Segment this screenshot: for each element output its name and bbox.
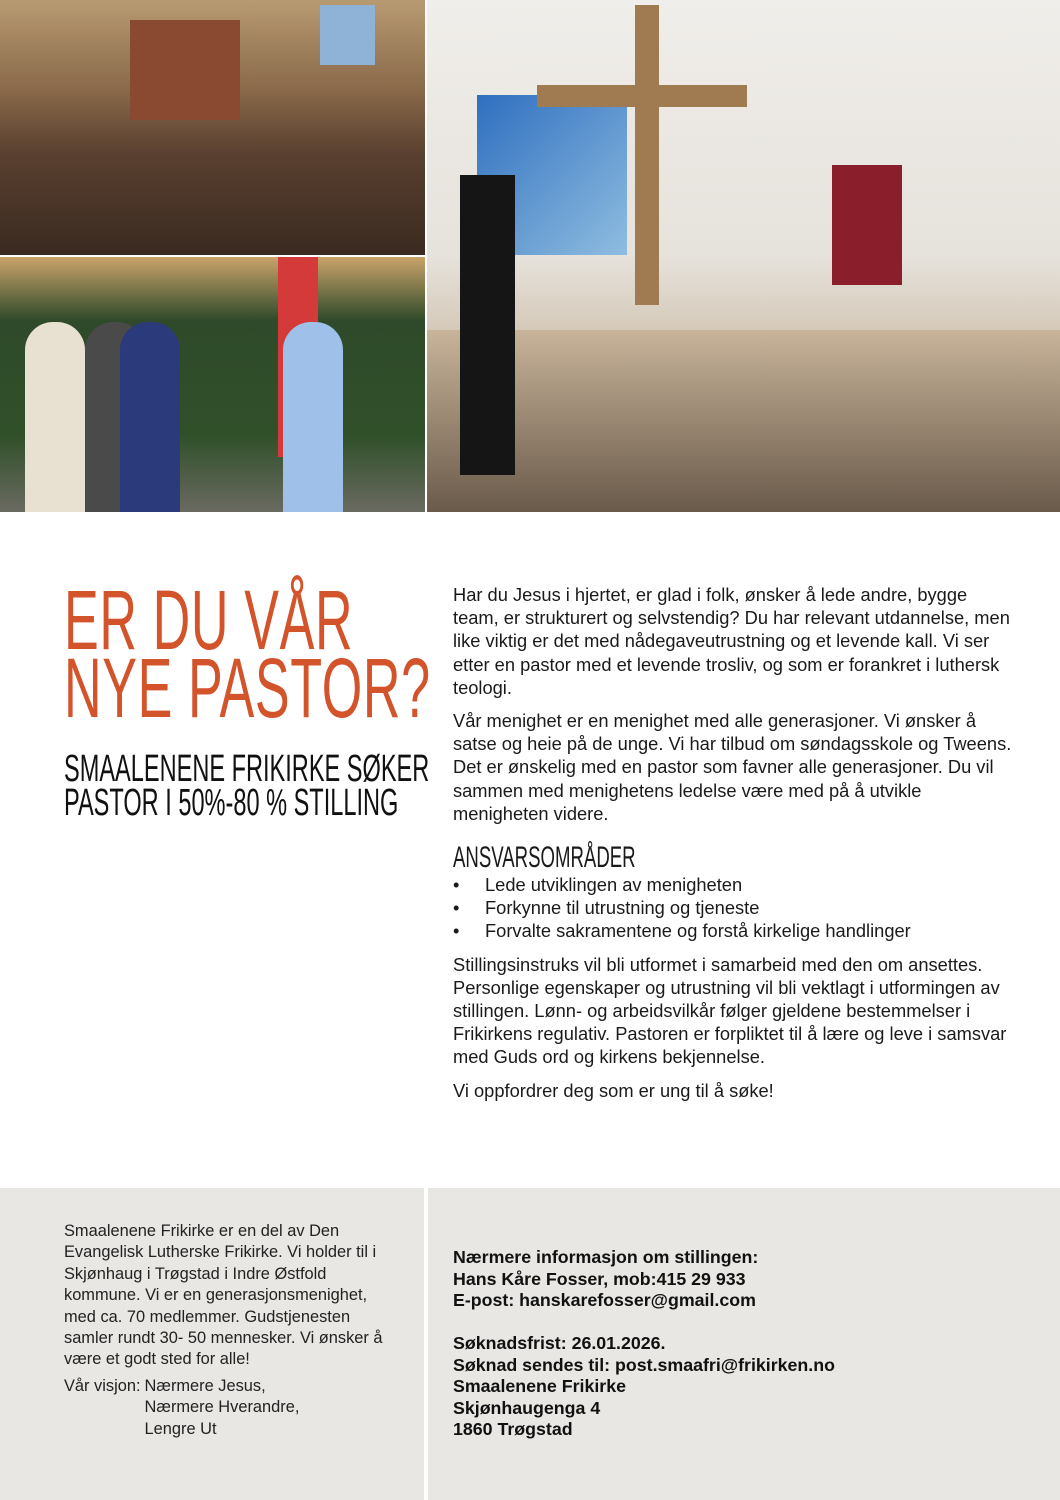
org-name: Smaalenene Frikirke: [453, 1376, 626, 1396]
contact-person: Hans Kåre Fosser, mob:415 29 933: [453, 1268, 746, 1289]
headline-line-1: ER DU VÅR: [64, 573, 354, 667]
photo-church-nativity-play: [427, 0, 1060, 512]
brick-wall: [130, 20, 240, 120]
responsibilities-heading: ANSVARSOMRÅDER: [453, 841, 636, 875]
vision-line: Lengre Ut: [144, 1419, 217, 1438]
congregation-paragraph: Vår menighet er en menighet med alle generasjoner. Vi ønsker å satse og heie på de unge. Vi har tilbud om søndagsskole og Tweens. Det er ønskelig med en pastor som favner alle generasjoner. Du vil sammen med menighetens ledelse være med på å utvikle menigheten videre.: [453, 710, 1012, 824]
list-item: • Lede utviklingen av menigheten: [453, 873, 1013, 896]
list-item: • Forvalte sakramentene og forstå kirkelige handlinger: [453, 919, 1013, 942]
person: [25, 322, 85, 512]
subheadline-line-2: PASTOR I 50%-80 % STILLING: [64, 782, 399, 824]
list-item: • Forkynne til utrustning og tjeneste: [453, 896, 1013, 919]
wooden-cross-beam: [537, 85, 747, 107]
footer-contact: [428, 1188, 1060, 1500]
person: [120, 322, 180, 512]
intro-paragraph: Har du Jesus i hjertet, er glad i folk, ønsker å lede andre, bygge team, er strukturert og selvstendig? Du har relevant utdannelse, men like viktig er det med nådegaveutrustning og et levende kall. Vi ser etter en pastor med et levende trosliv, og som er forankret i luthersk teologi.: [453, 584, 1010, 698]
stage: [427, 330, 1060, 512]
vision: [64, 1376, 400, 1440]
subheadline-line-1: SMAALENENE FRIKIRKE SØKER: [64, 748, 430, 790]
church-banner: [832, 165, 902, 285]
city: 1860 Trøgstad: [453, 1419, 573, 1439]
job-description: [453, 583, 1013, 1112]
about-text: Smaalenene Frikirke er en del av Den Evangelisk Lutherske Frikirke. Vi holder til i Skjønhaug i Trøgstad i Indre Østfold kommune. Vi er en generasjonsmenighet, med ca. 70 medlemmer. Gudstjenesten samler rundt 30- 50 mennesker. Vi ønsker å være et godt sted for alle!: [64, 1222, 383, 1369]
vision-line: Nærmere Hverandre,: [144, 1398, 300, 1417]
headline-line-2: NYE PASTOR?: [64, 641, 431, 735]
encouragement-paragraph: Vi oppfordrer deg som er ung til å søke!: [453, 1079, 774, 1101]
terms-paragraph: Stillingsinstruks vil bli utformet i samarbeid med den om ansettes. Personlige egenskaper og utrustning vil bli vektlagt i utformingen av stillingen. Lønn- og arbeidsvilkår følger gjeldene bestemmelser i Frikirkens regulativ. Pastoren er forpliktet til å lære og leve i samsvar med Guds ord og kirkens bekjennelse.: [453, 953, 1007, 1068]
application-deadline: Søknadsfrist: 26.01.2026.: [453, 1333, 666, 1353]
contact-email[interactable]: E-post: hanskarefosser@gmail.com: [453, 1290, 756, 1310]
projection-screen: [320, 5, 375, 65]
photo-people-outdoors: [0, 257, 425, 512]
subheadline: [64, 748, 430, 824]
wooden-cross: [635, 5, 659, 305]
footer-about: [0, 1188, 424, 1500]
street-address: Skjønhaugenga 4: [453, 1397, 601, 1418]
speaker-column: [460, 175, 515, 475]
application-address[interactable]: Søknad sendes til: post.smaafri@frikirken.no: [453, 1354, 835, 1375]
photo-church-hall-audience: [0, 0, 425, 255]
vision-label: Vår visjon:: [64, 1376, 141, 1395]
responsibilities-list: [453, 873, 1013, 943]
headline: [64, 573, 431, 735]
person: [283, 322, 343, 512]
info-title: Nærmere informasjon om stillingen:: [453, 1247, 759, 1267]
vision-line: Nærmere Jesus,: [144, 1376, 266, 1395]
